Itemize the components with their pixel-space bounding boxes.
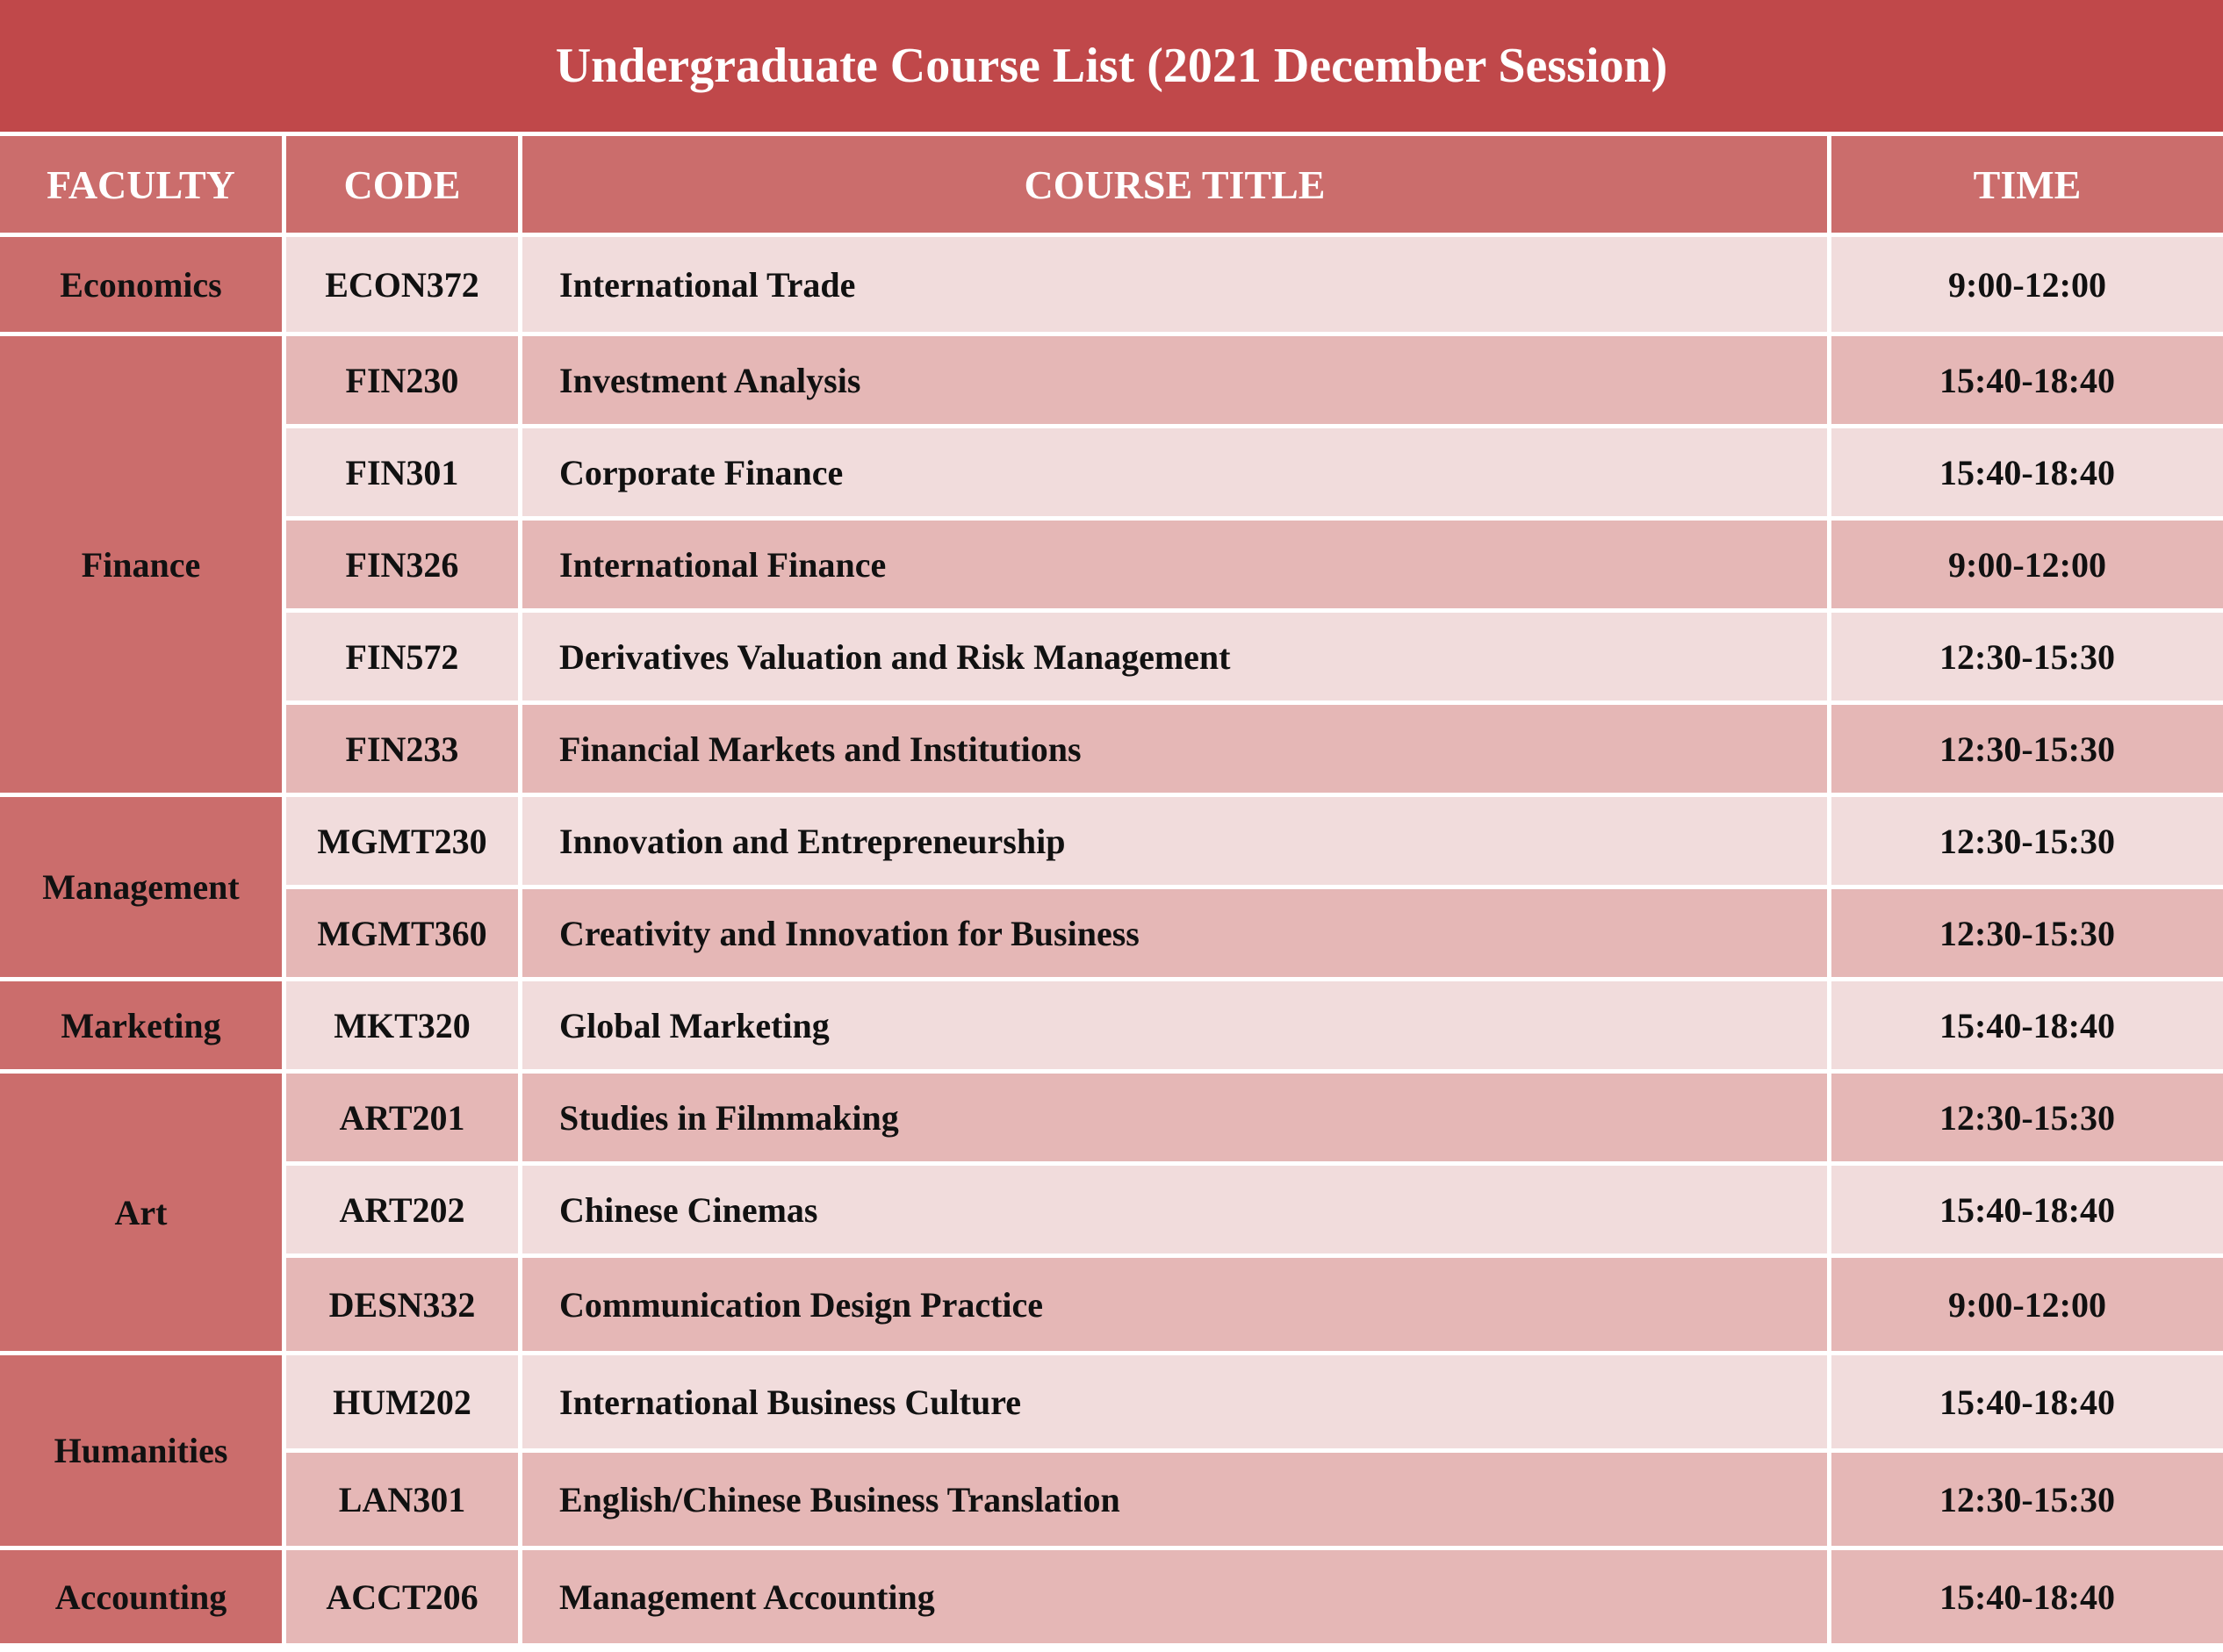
course-time: 12:30-15:30 — [1831, 797, 2223, 889]
course-time: 15:40-18:40 — [1831, 981, 2223, 1074]
course-time: 12:30-15:30 — [1831, 1074, 2223, 1166]
table-row — [0, 981, 2223, 1074]
course-code: ART202 — [286, 1166, 522, 1258]
header-row — [0, 136, 2223, 237]
course-title: Corporate Finance — [522, 428, 1831, 521]
course-code: FIN326 — [286, 521, 522, 613]
header-code: CODE — [286, 136, 522, 237]
course-title: Global Marketing — [522, 981, 1831, 1074]
faculty-cell-humanities: Humanities — [0, 1355, 286, 1550]
course-code: FIN572 — [286, 613, 522, 705]
course-time: 12:30-15:30 — [1831, 705, 2223, 797]
table-row — [0, 1258, 2223, 1355]
table-row — [0, 428, 2223, 521]
faculty-cell-economics: Economics — [0, 237, 286, 336]
course-time: 12:30-15:30 — [1831, 613, 2223, 705]
table-row — [0, 613, 2223, 705]
course-code: DESN332 — [286, 1258, 522, 1355]
course-time: 15:40-18:40 — [1831, 336, 2223, 428]
course-code: ACCT206 — [286, 1550, 522, 1648]
faculty-cell-art: Art — [0, 1074, 286, 1355]
course-title: Chinese Cinemas — [522, 1166, 1831, 1258]
course-title: Studies in Filmmaking — [522, 1074, 1831, 1166]
course-time: 15:40-18:40 — [1831, 428, 2223, 521]
course-time: 15:40-18:40 — [1831, 1550, 2223, 1648]
course-title: Derivatives Valuation and Risk Management — [522, 613, 1831, 705]
table-row — [0, 237, 2223, 336]
table-row — [0, 1453, 2223, 1550]
faculty-cell-finance: Finance — [0, 336, 286, 797]
course-title: Financial Markets and Institutions — [522, 705, 1831, 797]
course-title: International Business Culture — [522, 1355, 1831, 1453]
table-row — [0, 336, 2223, 428]
table-row — [0, 1166, 2223, 1258]
course-code: FIN233 — [286, 705, 522, 797]
course-title: Investment Analysis — [522, 336, 1831, 428]
table-title: Undergraduate Course List (2021 December Session) — [0, 0, 2223, 136]
course-code: HUM202 — [286, 1355, 522, 1453]
course-code: ART201 — [286, 1074, 522, 1166]
course-code: LAN301 — [286, 1453, 522, 1550]
faculty-cell-management: Management — [0, 797, 286, 981]
course-time: 9:00-12:00 — [1831, 237, 2223, 336]
title-row — [0, 0, 2223, 136]
course-time: 12:30-15:30 — [1831, 1453, 2223, 1550]
table-row — [0, 1550, 2223, 1648]
course-title: Management Accounting — [522, 1550, 1831, 1648]
header-time: TIME — [1831, 136, 2223, 237]
course-time: 9:00-12:00 — [1831, 1258, 2223, 1355]
course-title: International Trade — [522, 237, 1831, 336]
table-row — [0, 705, 2223, 797]
course-time: 15:40-18:40 — [1831, 1166, 2223, 1258]
header-course-title: COURSE TITLE — [522, 136, 1831, 237]
course-time: 15:40-18:40 — [1831, 1355, 2223, 1453]
course-code: MGMT360 — [286, 889, 522, 981]
faculty-cell-marketing: Marketing — [0, 981, 286, 1074]
course-title: Creativity and Innovation for Business — [522, 889, 1831, 981]
course-title: Communication Design Practice — [522, 1258, 1831, 1355]
table-row — [0, 521, 2223, 613]
header-faculty: FACULTY — [0, 136, 286, 237]
table-row — [0, 889, 2223, 981]
course-code: FIN301 — [286, 428, 522, 521]
course-code: MKT320 — [286, 981, 522, 1074]
course-time: 9:00-12:00 — [1831, 521, 2223, 613]
course-title: English/Chinese Business Translation — [522, 1453, 1831, 1550]
faculty-cell-accounting: Accounting — [0, 1550, 286, 1648]
course-title: Innovation and Entrepreneurship — [522, 797, 1831, 889]
course-code: FIN230 — [286, 336, 522, 428]
course-time: 12:30-15:30 — [1831, 889, 2223, 981]
course-code: MGMT230 — [286, 797, 522, 889]
course-title: International Finance — [522, 521, 1831, 613]
course-code: ECON372 — [286, 237, 522, 336]
table-row — [0, 1074, 2223, 1166]
table-row — [0, 1355, 2223, 1453]
table-row — [0, 797, 2223, 889]
